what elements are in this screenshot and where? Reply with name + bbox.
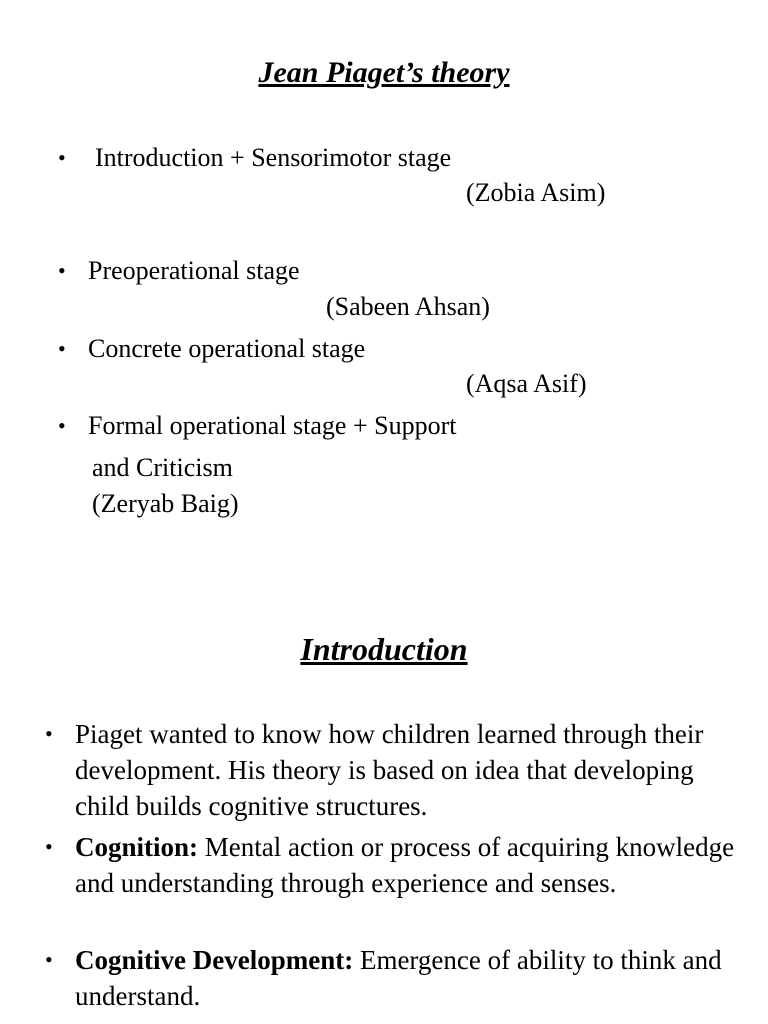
section-title: Introduction [300, 631, 468, 667]
cognitive-development-term: Cognitive Development: [75, 945, 354, 975]
intro-text: Piaget wanted to know how children learned through their development. His theory is based on idea that developing child builds cognitive structures. [75, 719, 704, 821]
cognition-term: Cognition: [75, 832, 199, 862]
bullet-marker: • [45, 834, 53, 859]
topic-formal-line1: Formal operational stage + Support [88, 411, 457, 440]
bullet-marker: • [45, 721, 53, 746]
presenter-aqsa: (Aqsa Asif) [466, 369, 587, 398]
presenter-sabeen: (Sabeen Ahsan) [326, 292, 490, 321]
cognition-paragraph [75, 829, 745, 901]
presenter-zeryab: (Zeryab Baig) [92, 489, 239, 518]
bullet-marker: • [58, 145, 66, 170]
bullet-marker: • [58, 413, 66, 438]
cognitive-development-paragraph [75, 942, 745, 1014]
page-title: Jean Piaget’s theory [258, 56, 510, 89]
bullet-marker: • [58, 258, 66, 283]
intro-paragraph [75, 716, 745, 824]
bullet-marker: • [58, 336, 66, 361]
topic-preoperational: Preoperational stage [88, 256, 300, 285]
topic-sensorimotor: Introduction + Sensorimotor stage [95, 143, 452, 172]
topic-formal-line2: and Criticism [92, 453, 233, 482]
bullet-marker: • [45, 947, 53, 972]
presenter-zobia: (Zobia Asim) [466, 178, 606, 207]
cognitive-development-text: Emergence of ability to think and understand. [75, 945, 722, 1011]
topic-concrete: Concrete operational stage [88, 334, 366, 363]
cognition-text: Mental action or process of acquiring knowledge and understanding through experience and senses. [75, 832, 735, 898]
